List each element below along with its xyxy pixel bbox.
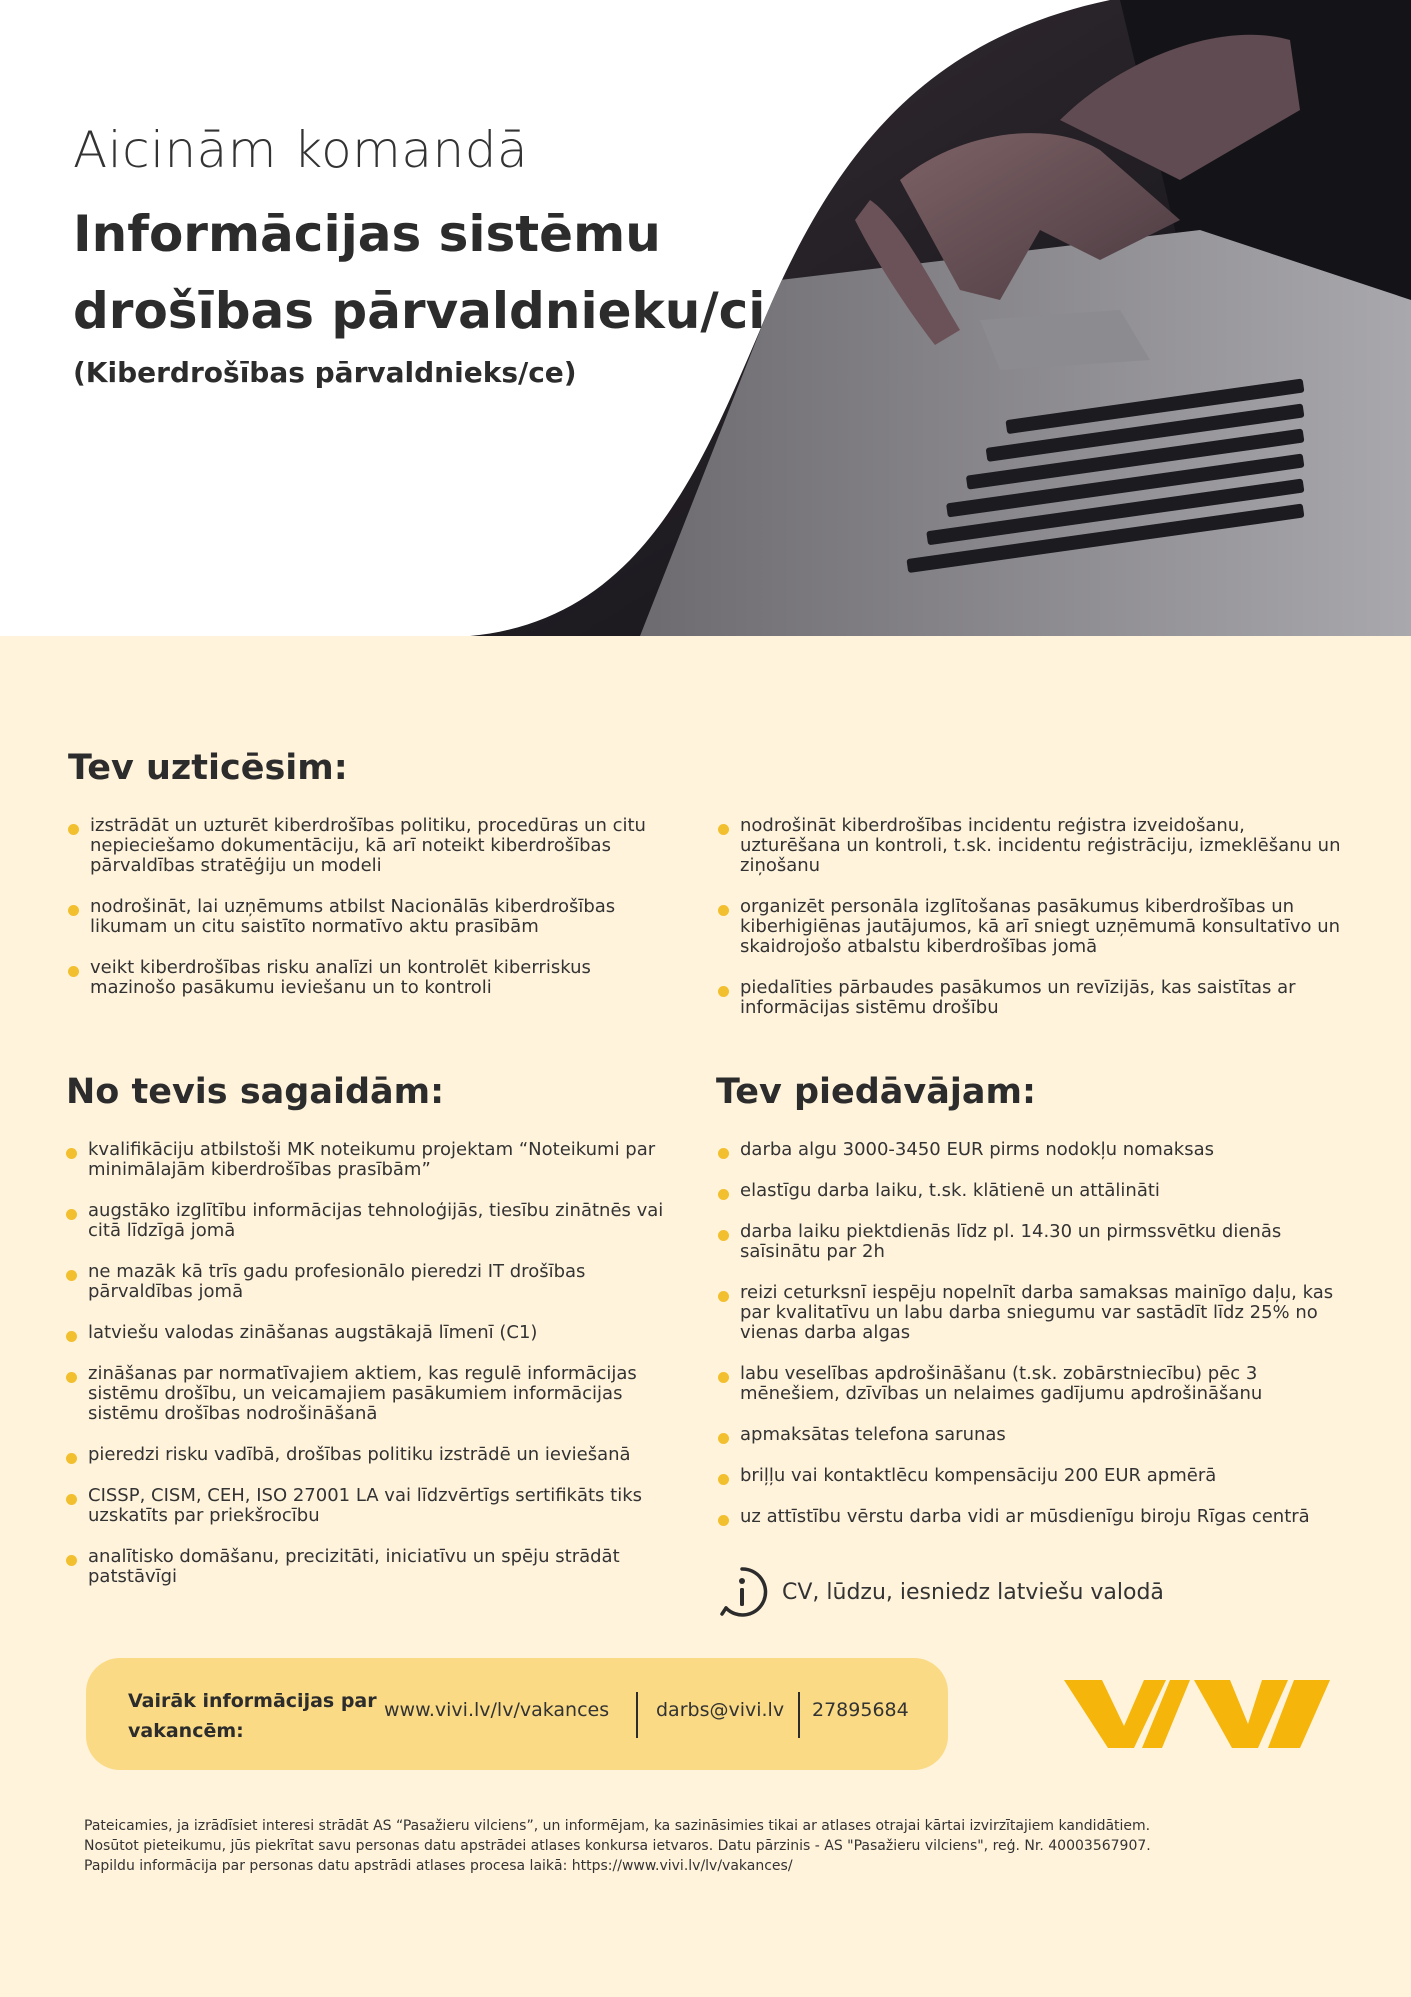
bullet-icon (66, 1270, 77, 1281)
bullet-icon (718, 986, 729, 997)
list-item: darba algu 3000-3450 EUR pirms nodokļu nomaksas (718, 1140, 1343, 1160)
cv-note (716, 1566, 1164, 1618)
list-item: uz attīstību vērstu darba vidi ar mūsdienīgu biroju Rīgas centrā (718, 1507, 1343, 1527)
list-item: nodrošināt, lai uzņēmums atbilst Nacionālās kiberdrošības likumam un citu saistīto normatīvo aktu prasībām (68, 897, 668, 937)
bullet-icon (718, 1474, 729, 1485)
website-link[interactable]: www.vivi.lv/lv/vakances (384, 1699, 610, 1721)
bullet-icon (718, 1515, 729, 1526)
hero-section (0, 0, 1411, 636)
job-title-line-2: drošības pārvaldnieku/ci (73, 282, 766, 340)
bullet-icon (718, 1433, 729, 1444)
bullet-icon (66, 1453, 77, 1464)
phone-link[interactable]: 27895684 (812, 1699, 909, 1721)
list-item: apmaksātas telefona sarunas (718, 1425, 1343, 1445)
bullet-icon (718, 1189, 729, 1200)
footer-disclaimer (84, 1816, 1344, 1876)
list-item: piedalīties pārbaudes pasākumos un revīzijās, kas saistītas ar informācijas sistēmu drošību (718, 978, 1343, 1018)
bullet-icon (68, 966, 79, 977)
job-title (73, 196, 793, 350)
divider (798, 1692, 800, 1738)
bullet-icon (66, 1494, 77, 1505)
duties-list-left (68, 816, 668, 1019)
cv-note-text: CV, lūdzu, iesniedz latviešu valodā (782, 1579, 1164, 1605)
duties-heading: Tev uzticēsim: (68, 748, 348, 788)
contact-box (86, 1658, 948, 1770)
list-item: nodrošināt kiberdrošības incidentu reģistra izveidošanu, uzturēšana un kontroli, t.sk. incidentu reģistrāciju, izmeklēšanu un ziņošanu (718, 816, 1343, 876)
job-subtitle: (Kiberdrošības pārvaldnieks/ce) (73, 356, 577, 389)
requirements-heading: No tevis sagaidām: (66, 1072, 445, 1112)
vivi-logo (1062, 1674, 1332, 1764)
bullet-icon (66, 1331, 77, 1342)
footer-line-1: Pateicamies, ja izrādīsiet interesi strādāt AS “Pasažieru vilciens”, un informējam, ka sazināsimies tikai ar atlases otrajai kārtai izvirzītajiem kandidātiem. (84, 1818, 1151, 1834)
list-item: veikt kiberdrošības risku analīzi un kontrolēt kiberriskus mazinošo pasākumu ieviešanu un to kontroli (68, 958, 668, 998)
info-icon (716, 1566, 768, 1618)
bullet-icon (718, 905, 729, 916)
bullet-icon (718, 1230, 729, 1241)
bullet-icon (66, 1148, 77, 1159)
job-title-line-1: Informācijas sistēmu (73, 205, 661, 263)
bullet-icon (68, 905, 79, 916)
list-item: briļļu vai kontaktlēcu kompensāciju 200 EUR apmērā (718, 1466, 1343, 1486)
bullet-icon (718, 1372, 729, 1383)
bullet-icon (66, 1555, 77, 1566)
footer-line-2: Nosūtot pieteikumu, jūs piekrītat savu personas datu apstrādei atlases konkursa ietvaros. Datu pārzinis - AS "Pasažieru vilciens", reģ. Nr. 40003567907. (84, 1838, 1151, 1854)
bullet-icon (718, 824, 729, 835)
list-item: organizēt personāla izglītošanas pasākumus kiberdrošības un kiberhigiēnas jautājumos, kā arī sniegt uzņēmumā konsultatīvo un skaidrojošo atbalstu kiberdrošības jomā (718, 897, 1343, 957)
requirements-list (66, 1140, 666, 1608)
bullet-icon (718, 1291, 729, 1302)
contact-label: Vairāk informācijas par vakancēm: (128, 1690, 377, 1742)
list-item: kvalifikāciju atbilstoši MK noteikumu projektam “Noteikumi par minimālajām kiberdrošības prasībām” (66, 1140, 666, 1180)
email-link[interactable]: darbs@vivi.lv (656, 1699, 785, 1721)
list-item: pieredzi risku vadībā, drošības politiku izstrādē un ieviešanā (66, 1445, 666, 1465)
content-section (0, 636, 1411, 1997)
hero-text (73, 118, 793, 389)
list-item: darba laiku piektdienās līdz pl. 14.30 un pirmssvētku dienās saīsinātu par 2h (718, 1222, 1343, 1262)
list-item: labu veselības apdrošināšanu (t.sk. zobārstniecību) pēc 3 mēnešiem, dzīvības un nelaimes gadījumu apdrošināšanu (718, 1364, 1343, 1404)
list-item: zināšanas par normatīvajiem aktiem, kas regulē informācijas sistēmu drošību, un veicamajiem pasākumiem informācijas sistēmu drošības nodrošināšanā (66, 1364, 666, 1424)
divider (636, 1692, 638, 1738)
footer-line-3: Papildu informācija par personas datu apstrādi atlases procesa laikā: https://www.vivi.lv/lv/vakances/ (84, 1858, 793, 1874)
list-item: latviešu valodas zināšanas augstākajā līmenī (C1) (66, 1323, 666, 1343)
list-item: reizi ceturksnī iespēju nopelnīt darba samaksas mainīgo daļu, kas par kvalitatīvu un labu darba sniegumu var sastādīt līdz 25% no vienas darba algas (718, 1283, 1343, 1343)
duties-list-right (718, 816, 1343, 1039)
bullet-icon (66, 1209, 77, 1220)
bullet-icon (66, 1372, 77, 1383)
bullet-icon (68, 824, 79, 835)
offer-heading: Tev piedāvājam: (716, 1072, 1036, 1112)
list-item: elastīgu darba laiku, t.sk. klātienē un attālināti (718, 1181, 1343, 1201)
list-item: ne mazāk kā trīs gadu profesionālo pieredzi IT drošības pārvaldības jomā (66, 1262, 666, 1302)
list-item: analītisko domāšanu, precizitāti, iniciatīvu un spēju strādāt patstāvīgi (66, 1547, 666, 1587)
bullet-icon (718, 1148, 729, 1159)
list-item: augstāko izglītību informācijas tehnoloģijās, tiesību zinātnēs vai citā līdzīgā jomā (66, 1201, 666, 1241)
offer-list (718, 1140, 1343, 1548)
kicker: Aicinām komandā (73, 121, 529, 179)
list-item: izstrādāt un uzturēt kiberdrošības politiku, procedūras un citu nepieciešamo dokumentāciju, kā arī noteikt kiberdrošības pārvaldības stratēģiju un modeli (68, 816, 668, 876)
list-item: CISSP, CISM, CEH, ISO 27001 LA vai līdzvērtīgs sertifikāts tiks uzskatīts par priekšrocību (66, 1486, 666, 1526)
